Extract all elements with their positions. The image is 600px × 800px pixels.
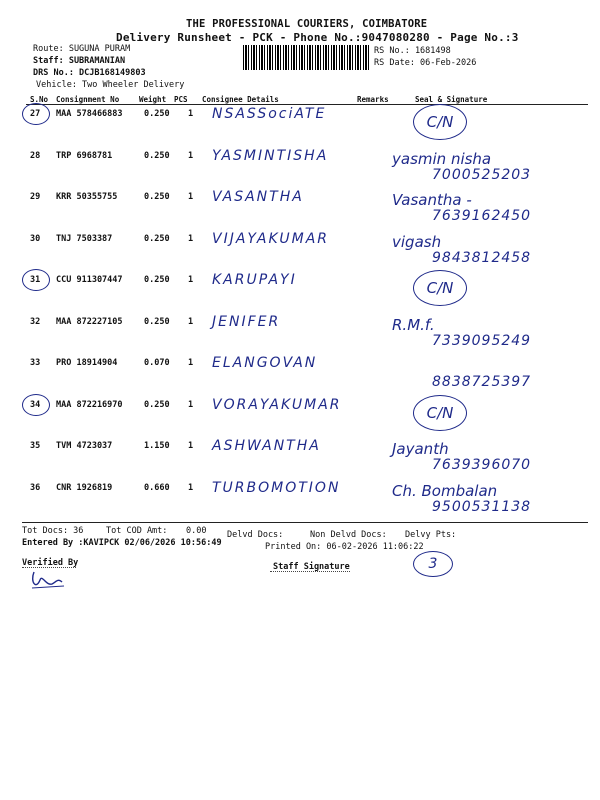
- total-cod-label: Tot COD Amt:: [106, 526, 168, 536]
- table-row: [0, 272, 600, 314]
- row-sno: 30: [30, 233, 41, 244]
- vehicle-label: Vehicle: Two Wheeler Delivery: [36, 80, 185, 90]
- route-label: Route: SUGUNA PURAM: [33, 44, 131, 54]
- row-consignment: CNR 1926819: [56, 482, 113, 493]
- row-sno: 29: [30, 192, 41, 202]
- row-consignment: TRP 6968781: [56, 150, 113, 161]
- row-weight: 0.250: [144, 316, 170, 327]
- row-phone-handwritten: 9843812458: [432, 249, 532, 266]
- row-consignment: KRR 50355755: [56, 192, 118, 202]
- row-consignee-handwritten: VASANTHA: [212, 189, 304, 205]
- row-signature-handwritten: vigash: [392, 232, 442, 251]
- company-title: THE PROFESSIONAL COURIERS, COIMBATORE: [186, 18, 428, 30]
- row-sno: 35: [30, 441, 41, 451]
- row-consignee-handwritten: VIJAYAKUMAR: [212, 230, 330, 247]
- row-consignee-handwritten: NSASSociATE: [212, 106, 327, 122]
- row-consignee-handwritten: JENIFER: [212, 313, 281, 330]
- col-weight: Weight: [139, 95, 167, 104]
- col-seal-signature: Seal & Signature: [415, 95, 488, 104]
- row-consignment: MAA 578466883: [56, 109, 123, 119]
- row-consignee-handwritten: ASHWANTHA: [212, 438, 321, 454]
- col-pcs: PCS: [174, 95, 188, 104]
- row-weight: 1.150: [144, 441, 170, 451]
- row-consignee-handwritten: ELANGOVAN: [212, 355, 318, 371]
- row-pcs: 1: [188, 358, 194, 368]
- row-weight: 0.070: [144, 358, 170, 368]
- delivered-docs: Delvd Docs:: [227, 530, 284, 540]
- row-consignment: TVM 4723037: [56, 441, 113, 451]
- row-signature-handwritten: Jayanth: [392, 440, 449, 458]
- table-row: [0, 148, 600, 190]
- row-sno: 27: [30, 109, 41, 119]
- row-consignment: MAA 872227105: [56, 316, 123, 327]
- table-row: [0, 397, 600, 439]
- row-cn-stamp: [413, 395, 467, 431]
- runsheet-subtitle: Delivery Runsheet - PCK - Phone No.:9047080280 - Page No.:3: [116, 31, 519, 44]
- footer-rule: [22, 522, 588, 523]
- row-sno: 36: [30, 482, 41, 493]
- row-sno: 32: [30, 316, 41, 327]
- table-row: [0, 189, 600, 231]
- row-phone-handwritten: 9500531138: [432, 498, 532, 515]
- verified-signature-scribble: [28, 568, 68, 594]
- row-weight: 0.250: [144, 150, 170, 161]
- row-signature-handwritten: R.M.f.: [392, 315, 435, 334]
- row-consignment: TNJ 7503387: [56, 233, 113, 244]
- row-signature-handwritten: Vasantha -: [392, 191, 472, 209]
- staff-signature-label: Staff Signature: [273, 562, 350, 572]
- row-consignee-handwritten: TURBOMOTION: [212, 479, 341, 496]
- row-cn-stamp: [413, 104, 467, 140]
- verified-by-label: Verified By: [22, 558, 79, 568]
- row-weight: 0.250: [144, 275, 170, 285]
- row-consignment: CCU 911307447: [56, 275, 123, 285]
- row-phone-handwritten: 7639162450: [432, 208, 532, 224]
- row-pcs: 1: [188, 150, 194, 161]
- row-signature-handwritten: yasmin nisha: [392, 149, 492, 168]
- table-row: [0, 355, 600, 397]
- row-pcs: 1: [188, 275, 194, 285]
- drs-number: DRS No.: DCJB168149803: [33, 68, 146, 78]
- page-number-circle: [413, 551, 453, 577]
- entered-by: Entered By :KAVIPCK 02/06/2026 10:56:49: [22, 538, 222, 548]
- row-consignee-handwritten: YASMINTISHA: [212, 147, 329, 164]
- rs-number: RS No.: 1681498: [374, 46, 451, 56]
- row-weight: 0.660: [144, 482, 170, 493]
- row-weight: 0.250: [144, 399, 170, 410]
- row-weight: 0.250: [144, 233, 170, 244]
- row-pcs: 1: [188, 316, 194, 327]
- rs-date: RS Date: 06-Feb-2026: [374, 58, 477, 68]
- col-consignment: Consignment No: [56, 95, 120, 104]
- row-sno: 31: [30, 275, 41, 285]
- row-pcs: 1: [188, 482, 194, 493]
- staff-label: Staff: SUBRAMANIAN: [33, 56, 126, 66]
- row-signature-handwritten: Ch. Bombalan: [392, 481, 498, 500]
- row-consignment: PRO 18914904: [56, 358, 118, 368]
- row-cn-stamp-text: C/N: [426, 113, 454, 131]
- row-sno: 33: [30, 358, 41, 368]
- barcode: [243, 45, 369, 70]
- row-cn-stamp: [413, 270, 467, 306]
- col-remarks: Remarks: [357, 95, 389, 104]
- row-phone-handwritten: 7339095249: [432, 332, 532, 349]
- row-consignment: MAA 872216970: [56, 399, 123, 410]
- printed-on: Printed On: 06-02-2026 11:06:22: [265, 542, 424, 552]
- row-phone-handwritten: 7639396070: [432, 457, 532, 473]
- total-cod-value: 0.00: [186, 526, 207, 536]
- row-consignee-handwritten: VORAYAKUMAR: [212, 396, 342, 413]
- col-sno: S.No: [30, 95, 49, 104]
- row-weight: 0.250: [144, 109, 170, 119]
- table-row: [0, 480, 600, 522]
- col-consignee: Consignee Details: [202, 95, 279, 104]
- row-cn-stamp-text: C/N: [426, 403, 454, 422]
- row-pcs: 1: [188, 192, 194, 202]
- row-sno: 28: [30, 150, 41, 161]
- table-row: [0, 106, 600, 148]
- table-row: [0, 314, 600, 356]
- row-cn-stamp-text: C/N: [426, 279, 454, 297]
- row-pcs: 1: [188, 399, 194, 410]
- non-delivered-docs: Non Delvd Docs:: [310, 530, 387, 540]
- staff-signature-line: [270, 571, 350, 572]
- row-pcs: 1: [188, 233, 194, 244]
- total-docs: Tot Docs: 36: [22, 526, 84, 536]
- table-row: [0, 231, 600, 273]
- row-weight: 0.250: [144, 192, 170, 202]
- header-rule: [26, 104, 588, 105]
- delivery-points: Delvy Pts:: [405, 530, 457, 540]
- row-pcs: 1: [188, 441, 194, 451]
- page-number-value: 3: [428, 556, 438, 572]
- row-sno: 34: [30, 399, 41, 410]
- table-row: [0, 438, 600, 480]
- row-phone-handwritten: 7000525203: [432, 166, 532, 183]
- row-phone-handwritten: 8838725397: [432, 374, 532, 390]
- row-consignee-handwritten: KARUPAYI: [212, 272, 297, 288]
- row-pcs: 1: [188, 109, 194, 119]
